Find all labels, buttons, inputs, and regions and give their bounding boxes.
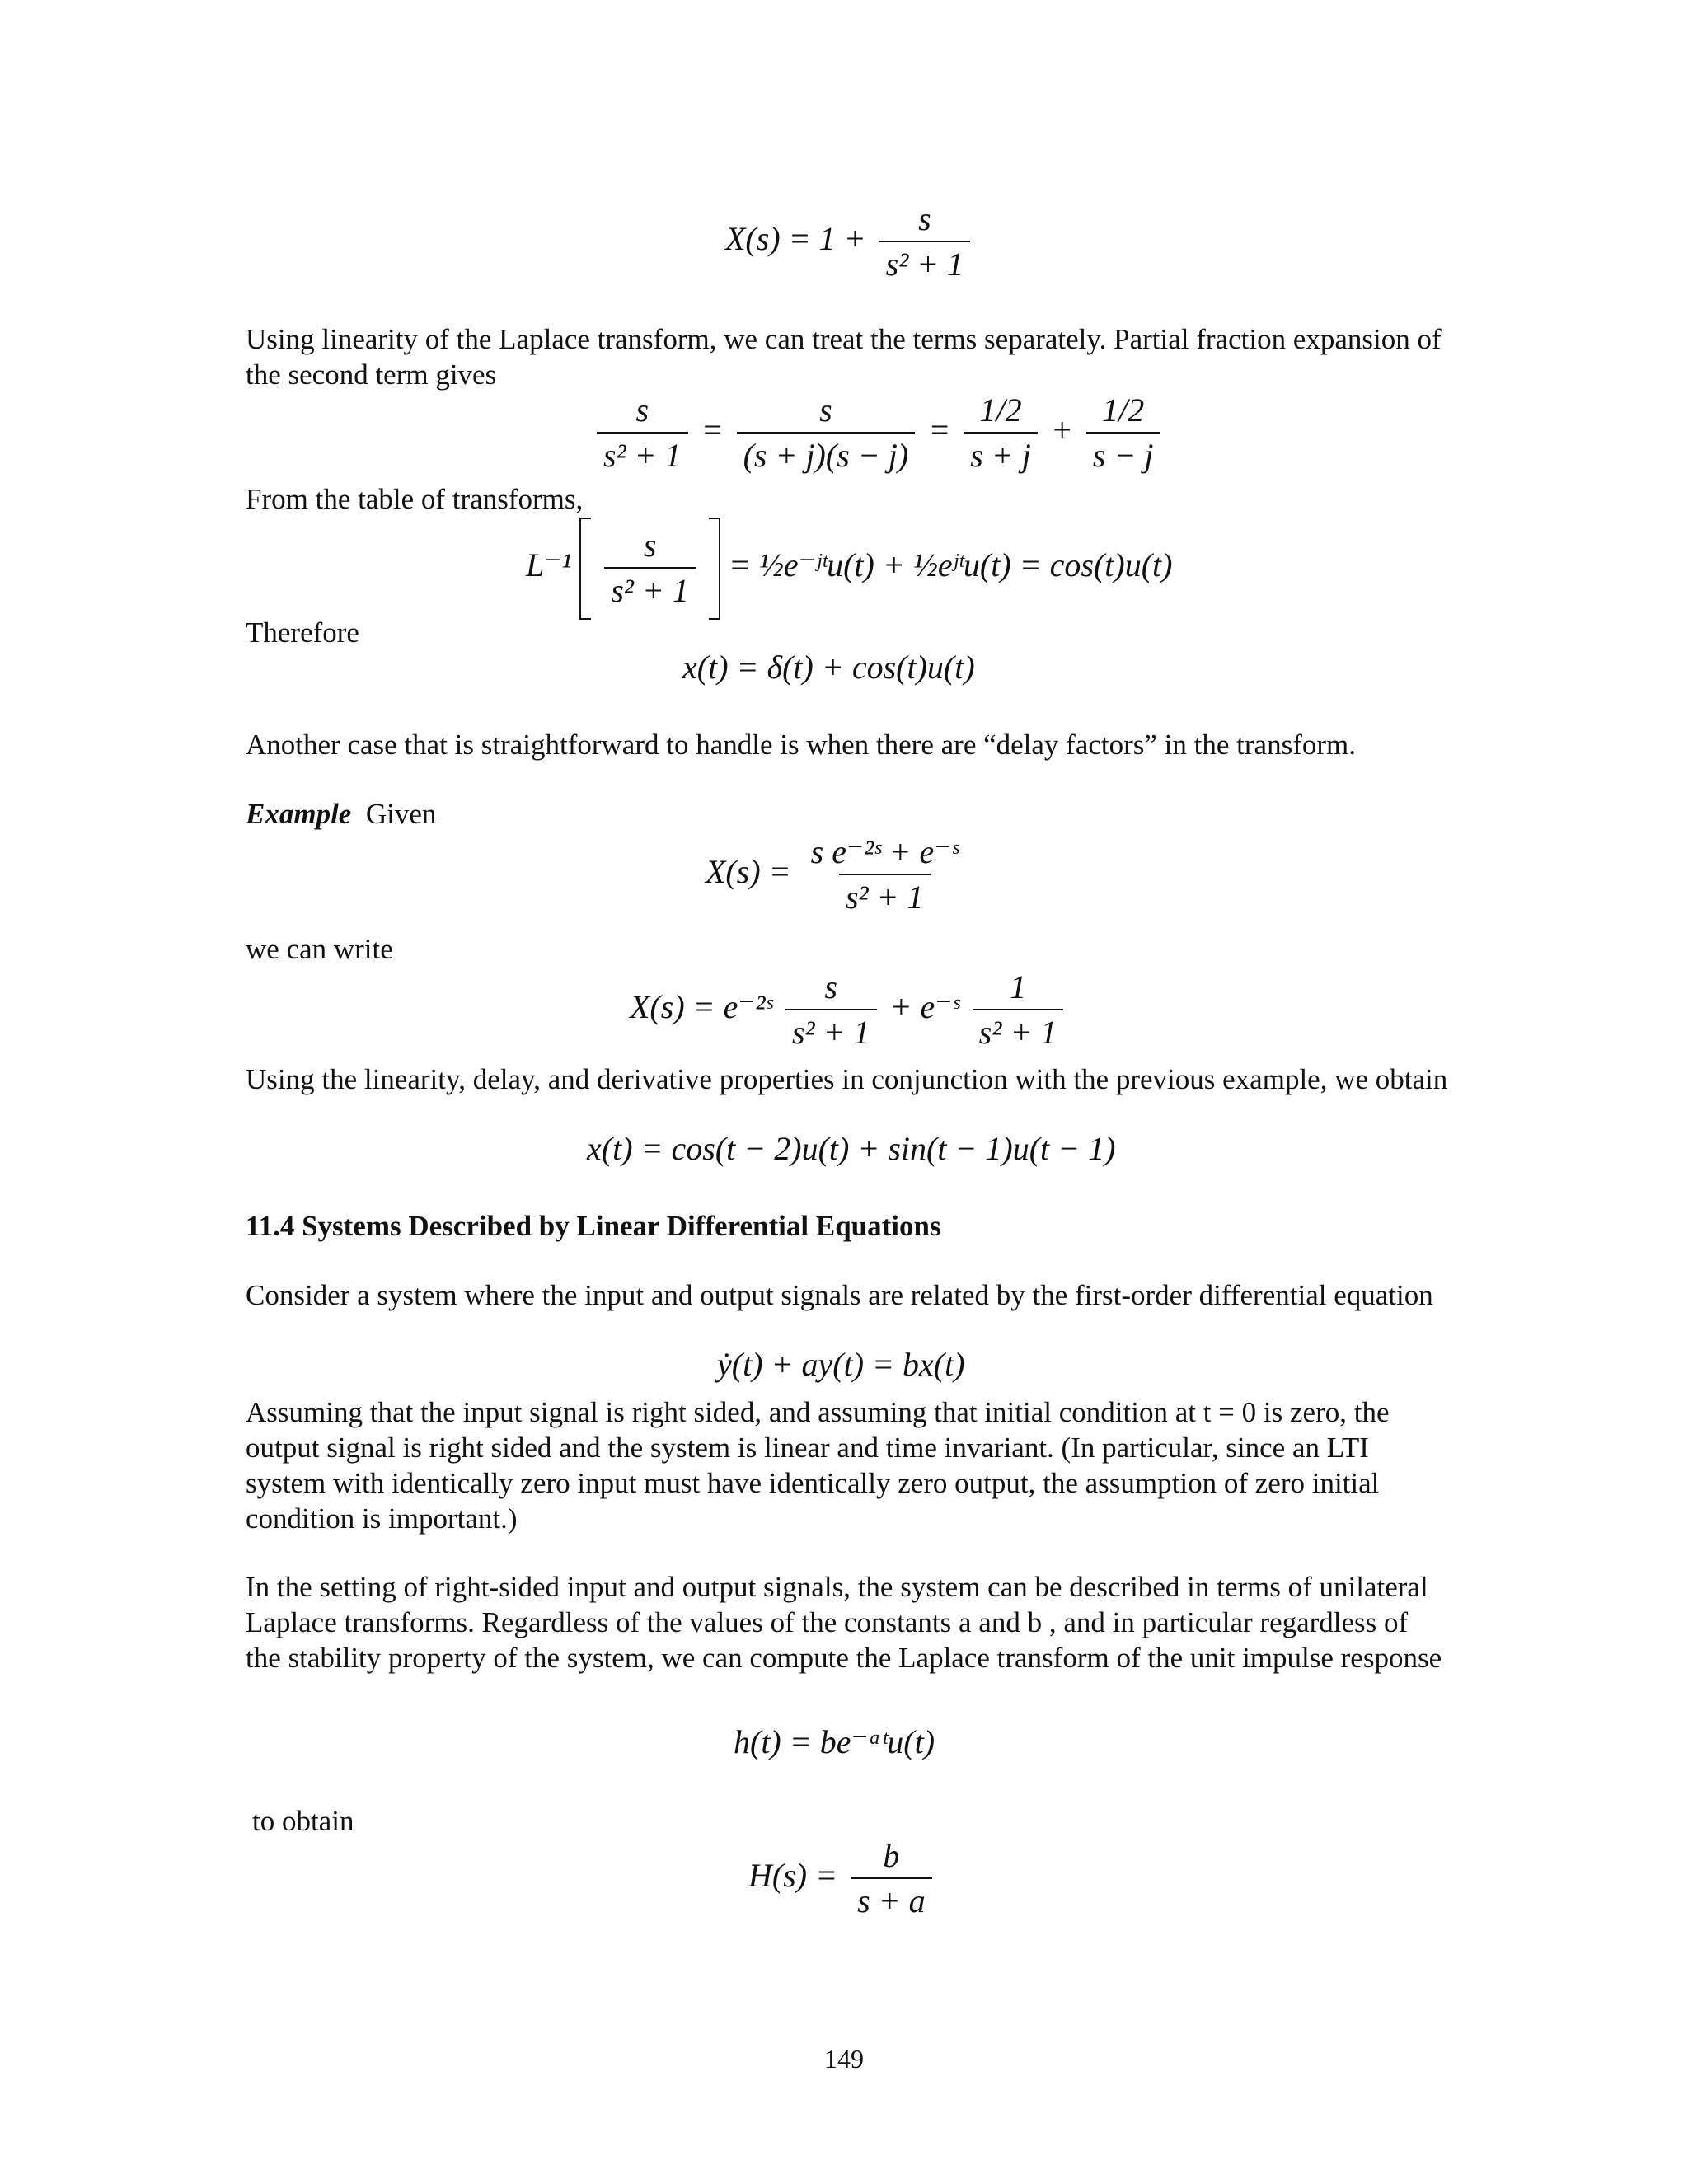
- eq6-fraction-1: [785, 966, 877, 1055]
- paragraph-consider-system: Consider a system where the input and output signals are related by the first-order differential equation: [246, 1279, 1433, 1311]
- paragraph-delay-factors: Another case that is straightforward to handle is when there are “delay factors” in the transform.: [246, 729, 1356, 761]
- example-given: Given: [365, 798, 437, 830]
- eq2-plus: +: [1050, 411, 1073, 449]
- eq2-f3-numerator: 1/2: [979, 391, 1022, 429]
- eq6-f1-denominator: s² + 1: [785, 1009, 877, 1055]
- equation-x-of-t-delayed: x(t) = cos(t − 2)u(t) + sin(t − 1)u(t − 1): [587, 1130, 1116, 1167]
- eq2-fraction-4: [1086, 389, 1160, 478]
- eq6-f2-numerator: 1: [1010, 968, 1027, 1005]
- example-line: [246, 796, 1449, 832]
- equation-x-of-t: x(t) = δ(t) + cos(t)u(t): [682, 649, 975, 686]
- equation-partial-fraction: [592, 389, 1165, 478]
- eq6-fraction-2: [973, 966, 1064, 1055]
- eq1-denominator: s² + 1: [879, 241, 971, 287]
- equation-x-of-s: [725, 198, 975, 287]
- eq3-denominator: s² + 1: [604, 567, 696, 613]
- eq5-lhs: X(s) =: [706, 853, 791, 891]
- paragraph-linearity-delay: Using the linearity, delay, and derivative properties in conjunction with the previous example, we obtain: [246, 1063, 1448, 1095]
- paragraph-to-obtain: to obtain: [252, 1805, 354, 1837]
- paragraph-linearity: Using linearity of the Laplace transform, we can treat the terms separately. Partial fraction expansion of the second term gives: [246, 323, 1442, 391]
- eq6-f1-numerator: s: [824, 968, 837, 1005]
- equation-inverse-laplace: [526, 518, 1172, 620]
- page-number: 149: [824, 2044, 864, 2074]
- example-label: Example: [246, 798, 352, 830]
- eq1-fraction: [879, 198, 971, 287]
- eq3-inverse-operator: L⁻¹: [526, 546, 572, 584]
- eq10-fraction: [851, 1835, 932, 1924]
- paragraph-we-can-write: we can write: [246, 933, 393, 965]
- equation-delay-transform: [706, 831, 970, 920]
- eq5-denominator: s² + 1: [839, 874, 931, 920]
- eq2-fraction-3: [964, 389, 1038, 478]
- paragraph-assuming: Assuming that the input signal is right sided, and assuming that initial condition at t = 0 is zero, the output signal is right sided and the system is linear and time invariant. (In particular, since an LTI system with identically zero input must have identically zero output, the assumption of zero initial condition is important.): [246, 1396, 1390, 1535]
- eq10-lhs: H(s) =: [748, 1857, 838, 1895]
- eq10-denominator: s + a: [851, 1877, 932, 1924]
- eq1-lhs: X(s) = 1 +: [725, 220, 866, 258]
- eq6-lhs: X(s) = e⁻²ˢ: [630, 988, 772, 1026]
- eq6-mid: + e⁻ˢ: [889, 988, 959, 1026]
- paragraph-therefore: Therefore: [246, 616, 359, 649]
- eq3-rhs: = ½e⁻ʲᵗu(t) + ½eʲᵗu(t) = cos(t)u(t): [728, 546, 1173, 584]
- eq2-f1-numerator: s: [635, 391, 649, 429]
- eq2-f1-denominator: s² + 1: [597, 432, 688, 478]
- eq5-fraction: [804, 831, 965, 920]
- eq2-f4-denominator: s − j: [1086, 432, 1160, 478]
- eq2-f3-denominator: s + j: [964, 432, 1038, 478]
- equation-differential: ẏ(t) + ay(t) = bx(t): [717, 1346, 965, 1383]
- eq3-fraction: [604, 524, 696, 613]
- eq10-numerator: b: [883, 1837, 900, 1874]
- eq2-fraction-2: [737, 389, 916, 478]
- eq2-f2-denominator: (s + j)(s − j): [737, 432, 916, 478]
- eq2-fraction-1: [597, 389, 688, 478]
- section-heading: 11.4 Systems Described by Linear Differential Equations: [246, 1210, 941, 1242]
- paragraph-table-of-transforms: From the table of transforms,: [246, 483, 584, 515]
- eq3-numerator: s: [643, 527, 657, 564]
- eq2-f2-numerator: s: [819, 391, 832, 429]
- equation-transfer-function: [748, 1835, 937, 1924]
- eq5-numerator: s e⁻²ˢ + e⁻ˢ: [810, 833, 959, 870]
- left-bracket: [579, 518, 591, 620]
- paragraph-right-sided: In the setting of right-sided input and output signals, the system can be described in terms of unilateral Laplace transforms. Regardless of the values of the constants a and b , and in particular regardless of the stability property of the system, we can compute the Laplace transform of the unit impulse response: [246, 1571, 1442, 1674]
- eq6-f2-denominator: s² + 1: [973, 1009, 1064, 1055]
- eq2-f4-numerator: 1/2: [1102, 391, 1145, 429]
- right-bracket: [709, 518, 720, 620]
- eq2-equals-1: =: [701, 411, 724, 449]
- eq2-equals-2: =: [928, 411, 951, 449]
- eq1-numerator: s: [918, 200, 931, 237]
- equation-impulse-response: h(t) = be⁻ᵃᵗu(t): [734, 1723, 935, 1760]
- equation-split-delay: [630, 966, 1068, 1055]
